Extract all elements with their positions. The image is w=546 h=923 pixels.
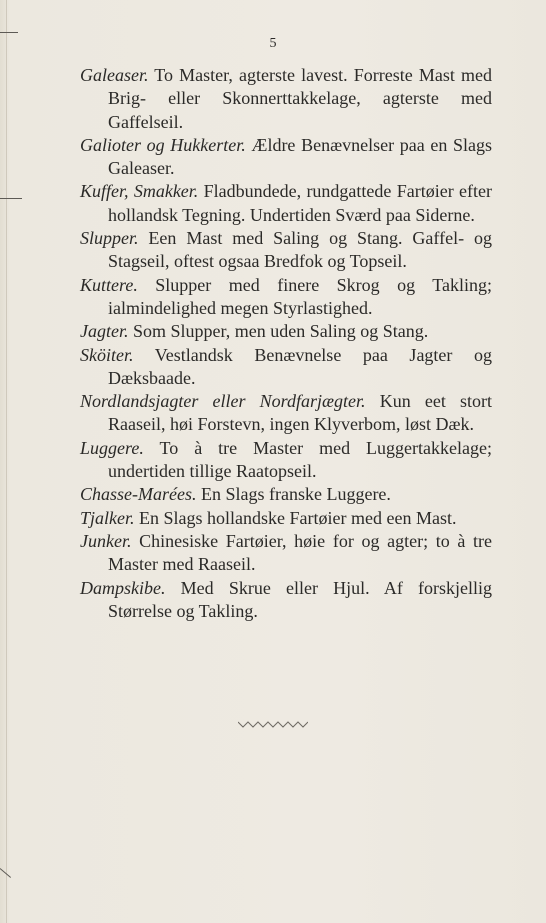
entry-text: Ældre Benævnelser paa en Slags Galeaser.	[108, 134, 492, 179]
entry-term: Luggere.	[80, 437, 144, 458]
entry-text: To à tre Master med Luggertakkelage; undertiden tillige Raatopseil.	[108, 437, 492, 482]
entry-term: Galioter og Hukkerter.	[80, 134, 246, 155]
entry-luggere	[80, 437, 492, 484]
entry-text: En Slags hollandske Fartøier med een Mast.	[134, 507, 457, 528]
edge-mark-middle	[0, 198, 22, 199]
entry-skoiter	[80, 344, 492, 391]
entry-kuttere	[80, 274, 492, 321]
entry-term: Sköiter.	[80, 344, 134, 365]
entry-nordlandsjagter	[80, 390, 492, 437]
entry-dampskibe	[80, 577, 492, 624]
entry-term: Slupper.	[80, 228, 139, 249]
ornament-divider	[0, 716, 546, 734]
edge-mark-top	[0, 32, 18, 33]
entry-galioter	[80, 134, 492, 181]
entry-text: Kun eet stort Raaseil, høi Forstevn, ingen Klyverbom, løst Dæk.	[108, 391, 493, 435]
entry-text: En Slags franske Luggere.	[196, 484, 391, 505]
entry-text: Som Slupper, men uden Saling og Stang.	[128, 321, 429, 342]
entry-junker	[80, 530, 492, 577]
entry-term: Kuffer, Smakker.	[80, 181, 199, 202]
entry-jagter	[80, 320, 492, 343]
entry-text: Een Mast med Saling og Stang. Gaffel- og Stagseil, oftest ogsaa Bredfok og Topseil.	[108, 228, 492, 272]
entry-text: To Master, agterste lavest. Forreste Mast med Brig- eller Skonnerttakkelage, agterste med Gaffelseil.	[108, 65, 492, 132]
entry-term: Galeaser.	[80, 65, 149, 85]
entry-term: Chasse-Marées.	[80, 484, 197, 505]
entry-kuffer	[80, 180, 492, 227]
entry-text: Vestlandsk Benævnelse paa Jagter og Dæksbaade.	[108, 344, 492, 388]
entry-text: Fladbundede, rundgattede Fartøier efter hollandsk Tegning. Undertiden Sværd paa Siderne.	[108, 181, 493, 225]
entry-chasse-maree	[80, 483, 492, 506]
entry-text: Chinesiske Fartøier, høie for og agter; to à tre Master med Raaseil.	[108, 530, 492, 575]
glossary-entries	[80, 64, 492, 623]
entry-term: Tjalker.	[80, 507, 135, 528]
entry-text: Slupper med finere Skrog og Takling; ialmindelighed megen Styrlastighed.	[108, 274, 492, 318]
entry-text: Med Skrue eller Hjul. Af forskjellig Størrelse og Takling.	[108, 577, 492, 621]
page-number: 5	[269, 36, 277, 51]
wave-ornament-icon	[238, 719, 308, 729]
entry-term: Kuttere.	[80, 274, 138, 295]
entry-term: Junker.	[80, 530, 132, 551]
entry-tjalker	[80, 507, 492, 530]
entry-term: Dampskibe.	[80, 577, 166, 598]
binding-edge	[6, 0, 7, 923]
entry-slupper	[80, 227, 492, 274]
entry-term: Nordlandsjagter eller Nordfarjægter.	[80, 391, 366, 412]
entry-term: Jagter.	[80, 321, 129, 342]
entry-galeaser	[80, 64, 492, 134]
